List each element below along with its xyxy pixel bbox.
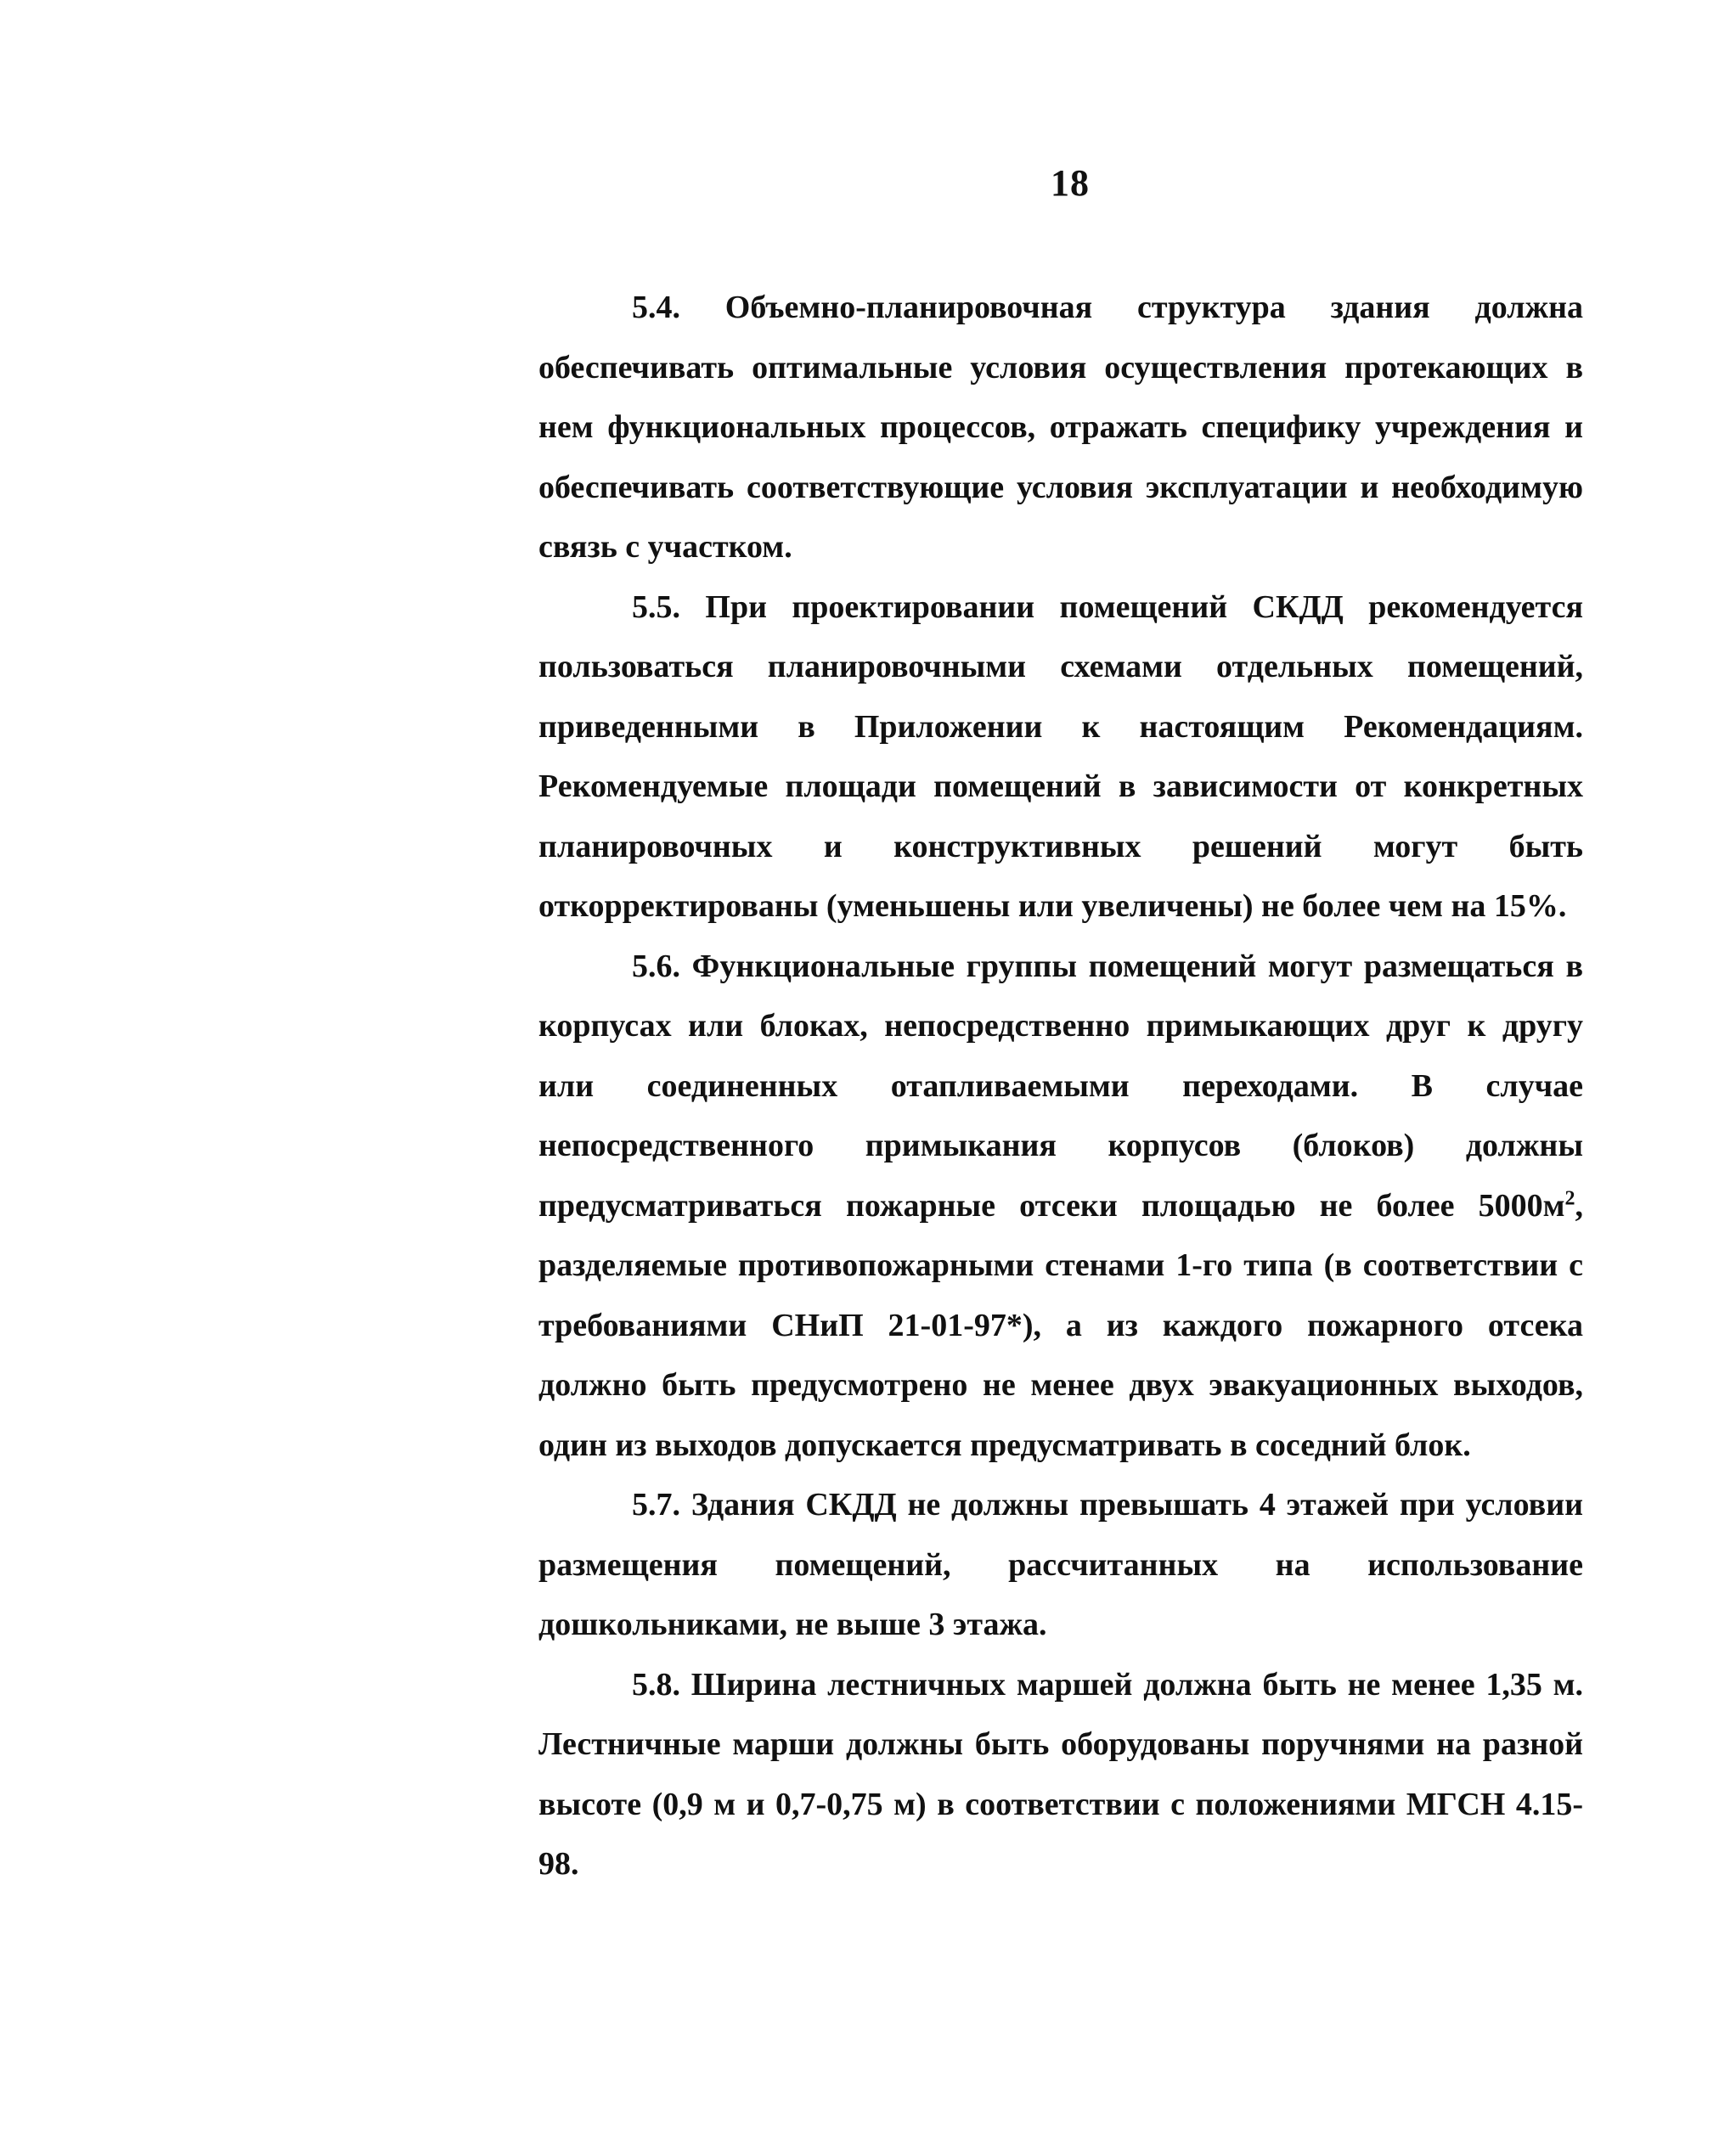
- body-text: [538, 278, 1583, 1894]
- paragraph-5-7: 5.7. Здания СКДД не должны превышать 4 этажей при условии размещения помещений, рассчитанных на использование дошкольниками, не выше 3 этажа.: [538, 1487, 1583, 1642]
- superscript-square: 2: [1564, 1186, 1575, 1209]
- page-number: 18: [1051, 162, 1090, 204]
- paragraph-5-5: 5.5. При проектировании помещений СКДД рекомендуется пользоваться планировочными схемами отдельных помещений, приведенными в Приложении к настоящим Рекомендациям. Рекомендуемые площади помещений в зависимости от конкретных планировочных и конструктивных решений могут быть откорректированы (уменьшены или увеличены) не более чем на 15%.: [538, 588, 1583, 924]
- paragraph-5-6: [538, 937, 1583, 1476]
- paragraph-5-4: 5.4. Объемно-планировочная структура здания должна обеспечивать оптимальные условия осуществления протекающих в нем функциональных процессов, отражать специфику учреждения и обеспечивать соответствующие условия эксплуатации и необходимую связь с участком.: [538, 290, 1583, 565]
- paragraph-5-6-text-start: 5.6. Функциональные группы помещений могут размещаться в корпусах или блоках, непосредственно примыкающих друг к другу или соединенных отапливаемыми переходами. В случае непосредственного примыкания корпусов (блоков) должны предусматриваться пожарные отсеки площадью не более 5000м: [538, 948, 1583, 1224]
- paragraph-5-8: 5.8. Ширина лестничных маршей должна быть не менее 1,35 м. Лестничные марши должны быть оборудованы поручнями на разной высоте (0,9 м и 0,7-0,75 м) в соответствии с положениями МГСН 4.15-98.: [538, 1666, 1583, 1882]
- paragraph-5-6-text-end: , разделяемые противопожарными стенами 1-го типа (в соответствии с требованиями СНиП 21-01-97*), а из каждого пожарного отсека должно быть предусмотрено не менее двух эвакуационных выходов, один из выходов допускается предусматривать в соседний блок.: [538, 1187, 1583, 1463]
